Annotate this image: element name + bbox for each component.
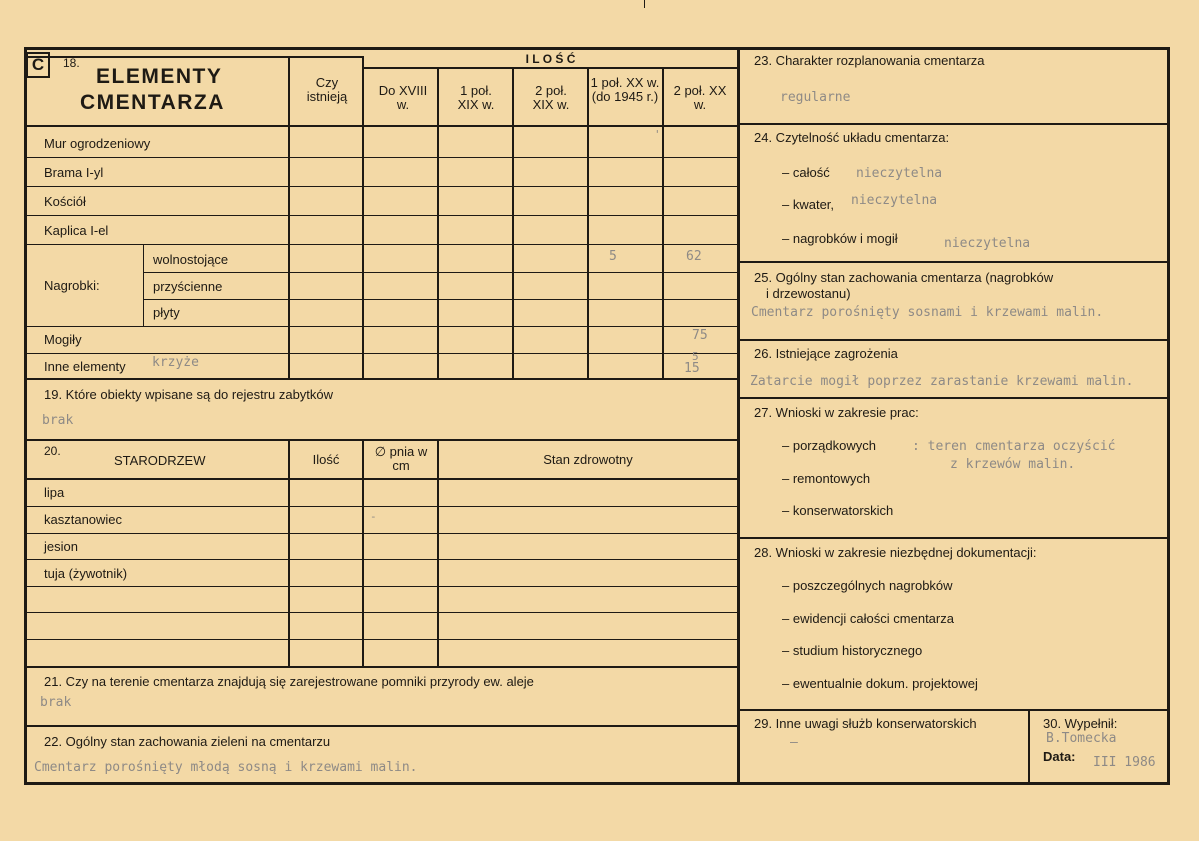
sec20-header-line [26, 478, 737, 480]
q27-porzadkowych: – porządkowych [782, 438, 876, 453]
q25-label: 25. Ogólny stan zachowania cmentarza (nagrobków [754, 270, 1054, 285]
q26-value: Zatarcie mogił poprzez zarastanie krzewami malin. [750, 374, 1134, 389]
q28-item-4: – ewentualnie dokum. projektowej [782, 676, 978, 691]
ilosc-underline [364, 67, 737, 69]
q20-col-ilosc: Ilość [312, 452, 340, 467]
q24-nagrobkow-value: nieczytelna [944, 236, 1031, 251]
q30-date-value: III 1986 [1093, 755, 1156, 770]
q30-date-label: Data: [1043, 749, 1076, 764]
q20-col-pnia: ∅ pnia w cm [374, 444, 428, 473]
section-letter-box: C [26, 52, 50, 78]
col-header-period-2: 1 poł. XIX w. [457, 83, 495, 112]
col-line [437, 439, 439, 667]
center-divider [737, 49, 740, 783]
val-inne-2polxx-over: 5 [692, 350, 699, 363]
q28-item-1: – poszczególnych nagrobków [782, 578, 953, 593]
q22-value: Cmentarz porośnięty młodą sosną i krzewami malin. [34, 760, 418, 775]
tick-mark: ' [654, 128, 661, 141]
tree-jesion: jesion [44, 539, 78, 554]
q25-value: Cmentarz porośnięty sosnami i krzewami malin. [751, 305, 1104, 320]
val-inne-2polxx: 15 [684, 361, 700, 376]
val-wolno-1polxx: 5 [609, 249, 617, 264]
sec20-bottom [26, 666, 737, 668]
q23-label: 23. Charakter rozplanowania cmentarza [754, 53, 985, 68]
sec18-bottom [26, 378, 737, 380]
row-line [26, 244, 737, 245]
col-line [587, 67, 589, 378]
row-inne: Inne elementy [44, 359, 126, 374]
row-line [143, 272, 737, 273]
row-line [26, 215, 737, 216]
q21-label: 21. Czy na terenie cmentarza znajdują się zarejestrowane pomniki przyrody ew. aleje [44, 674, 534, 689]
sec24-bottom [739, 261, 1168, 263]
row-line [26, 586, 737, 587]
q25-label-2: i drzewostanu) [766, 286, 851, 301]
q27-value-2: z krzewów malin. [950, 457, 1076, 472]
row-line [26, 639, 737, 640]
tree-tuja: tuja (żywotnik) [44, 566, 128, 581]
row-line [26, 506, 737, 507]
sec18-header-line [26, 125, 737, 127]
row-brama: Brama I-yl [44, 165, 104, 180]
val-wolno-2polxx: 62 [686, 249, 702, 264]
q20-col-stan: Stan zdrowotny [543, 452, 633, 467]
q24-kwater: – kwater, [782, 197, 835, 212]
q30-value: B.Tomecka [1046, 731, 1117, 746]
row-line [26, 559, 737, 560]
title-elementy: ELEMENTY [96, 65, 223, 88]
row-przyscienne: przyścienne [153, 279, 223, 294]
sec27-bottom [739, 537, 1168, 539]
row-mogily: Mogiły [44, 332, 82, 347]
sec28-bottom [739, 709, 1168, 711]
row-wolnostojace: wolnostojące [153, 252, 229, 267]
q28-item-2: – ewidencji całości cmentarza [782, 611, 954, 626]
q30-label: 30. Wypełnił: [1043, 716, 1118, 731]
q29-label: 29. Inne uwagi służb konserwatorskich [754, 716, 977, 731]
q28-item-3: – studium historycznego [782, 643, 923, 658]
col-line [362, 56, 364, 378]
col-header-exists: Czy istnieją [306, 75, 348, 104]
tree-dash: - [370, 510, 377, 523]
q21-value: brak [40, 695, 72, 710]
col-header-period-3: 2 poł. XIX w. [532, 83, 570, 112]
section-18-number: 18. [63, 56, 80, 70]
q24-nagrobkow: – nagrobków i mogił [782, 231, 898, 246]
q27-konserwatorskich: – konserwatorskich [782, 503, 894, 518]
q29-value: – [790, 735, 798, 750]
q24-calosc: – całość [782, 165, 830, 180]
q19-value: brak [42, 413, 74, 428]
tree-kasztanowiec: kasztanowiec [44, 512, 123, 527]
row-line [26, 612, 737, 613]
sec21-bottom [26, 725, 737, 727]
row-line [26, 186, 737, 187]
row-nagrobki: Nagrobki: [44, 278, 100, 293]
col-line [362, 439, 364, 667]
tree-lipa: lipa [44, 485, 65, 500]
q24-label: 24. Czytelność układu cmentarza: [754, 130, 950, 145]
row-line [26, 533, 737, 534]
q26-label: 26. Istniejące zagrożenia [754, 346, 898, 361]
col-header-period-1: Do XVIII w. [378, 83, 428, 112]
col-line [288, 56, 290, 378]
col-line [512, 67, 514, 378]
col-header-period-5: 2 poł. XX w. [673, 83, 727, 112]
col-header-ilosc: I L O Ś Ć [525, 52, 576, 66]
q19-label: 19. Które obiekty wpisane są do rejestru zabytków [44, 387, 334, 402]
q27-label: 27. Wnioski w zakresie prac: [754, 405, 919, 420]
row-plyty: płyty [153, 305, 180, 320]
sec26-bottom [739, 397, 1168, 399]
sec19-bottom [26, 439, 737, 441]
title-cmentarza: CMENTARZA [80, 91, 225, 114]
col-line [662, 67, 664, 378]
col-line [437, 67, 439, 378]
q22-label: 22. Ogólny stan zachowania zieleni na cmentarzu [44, 734, 331, 749]
sec25-bottom [739, 339, 1168, 341]
q28-label: 28. Wnioski w zakresie niezbędnej dokumentacji: [754, 545, 1037, 560]
row-kaplica: Kaplica I-el [44, 223, 109, 238]
row-kosciol: Kościół [44, 194, 86, 209]
q24-calosc-value: nieczytelna [856, 166, 943, 181]
q27-value-1: : teren cmentarza oczyścić [912, 439, 1116, 454]
val-mogily-2polxx: 75 [692, 328, 708, 343]
q20-title: STARODRZEW [114, 453, 206, 468]
row-line [26, 157, 737, 158]
sec23-bottom [739, 123, 1168, 125]
sec29-30-divider [1028, 710, 1030, 783]
q20-number: 20. [44, 444, 61, 458]
col-header-period-4: 1 poł. XX w. (do 1945 r.) [590, 75, 660, 104]
col-line [288, 439, 290, 667]
q23-value: regularne [780, 90, 851, 105]
q27-remontowych: – remontowych [782, 471, 871, 486]
row-line [143, 299, 737, 300]
row-line [26, 326, 737, 327]
nagrobki-split [143, 244, 144, 326]
row-line [26, 353, 737, 354]
row-mur: Mur ogrodzeniowy [44, 136, 151, 151]
top-tick [644, 0, 645, 8]
inne-value: krzyże [152, 355, 199, 370]
q24-kwater-value: nieczytelna [851, 193, 938, 208]
